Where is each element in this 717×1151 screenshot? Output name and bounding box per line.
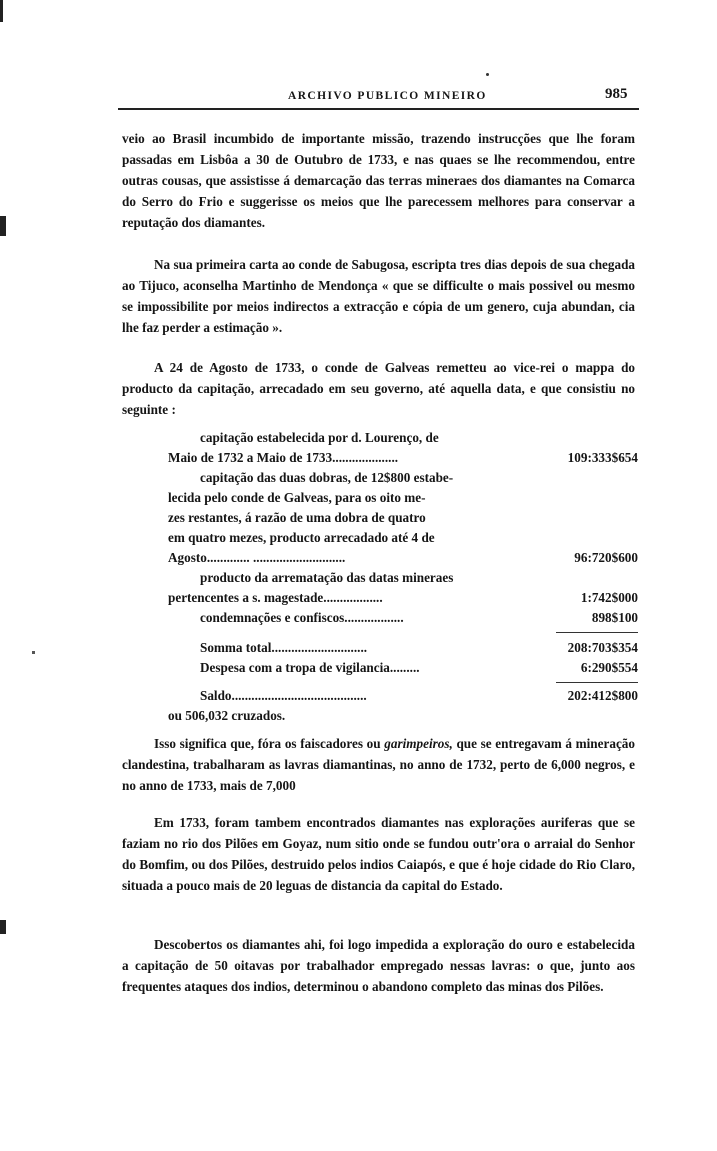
header-rule	[118, 108, 639, 110]
italic-term: garimpeiros,	[384, 736, 453, 751]
scan-speck	[486, 73, 489, 76]
row-text: capitação estabelecida por d. Lourenço, de	[200, 430, 439, 445]
page-number: 985	[605, 86, 628, 102]
row-value: 1:742$000	[580, 590, 638, 605]
sum-rule	[556, 682, 638, 683]
table-row	[168, 468, 638, 488]
scan-speck	[32, 651, 35, 654]
sum-rule	[556, 632, 638, 633]
row-text: producto da arrematação das datas mineraes	[200, 570, 454, 585]
row-text: capitação das duas dobras, de 12$800 estabe-	[200, 470, 454, 485]
scan-edge-mark	[0, 216, 6, 236]
paragraph: Em 1733, foram tambem encontrados diamantes nas explorações auriferas que se faziam no rio dos Pilões em Goyaz, num sitio onde se fundou outr'ora o arraial do Senhor do Bomfim, ou dos Pilões, destruido pelos indios Caiapós, e que é hoje cidade do Rio Claro, situada a pouco mais de 20 leguas de distancia da capital do Estado.	[122, 815, 635, 893]
cruzados-text: ou 506,032 cruzados.	[168, 708, 286, 723]
balance-value: 202:412$800	[567, 688, 638, 703]
row-value: 109:333$654	[567, 450, 638, 465]
scan-edge-mark	[0, 0, 3, 22]
row-text: em quatro mezes, producto arrecadado até 4 de	[168, 530, 435, 545]
paragraph: A 24 de Agosto de 1733, o conde de Galveas remetteu ao vice-rei o mappa do producto da capitação, arrecadado em seu governo, até aquella data, e que consistiu no seguinte :	[122, 360, 635, 417]
row-value: 96:720$600	[574, 550, 638, 565]
total-label: Somma total.............................	[200, 640, 368, 655]
total-value: 208:703$354	[567, 640, 638, 655]
total-row	[168, 638, 638, 658]
table-row	[168, 428, 638, 448]
balance-row	[168, 686, 638, 706]
table-row	[168, 608, 638, 628]
table-row	[168, 588, 638, 608]
running-header: ARCHIVO PUBLICO MINEIRO	[288, 90, 487, 102]
table-row	[168, 548, 638, 568]
table-row	[168, 448, 638, 468]
paragraph-text: Isso significa que, fóra os faiscadores ou	[154, 736, 385, 751]
paragraph: Na sua primeira carta ao conde de Sabugosa, escripta tres dias depois de sua chegada ao Tijuco, aconselha Martinho de Mendonça « que se difficulte o mais possivel ou mesmo se impossibilite por meios indirectos a extracção e cópia de um genero, cuja abundan, cia lhe faz perder a estimação ».	[122, 257, 635, 335]
cruzados-row	[168, 706, 638, 726]
row-text: condemnações e confiscos..................	[200, 610, 404, 625]
balance-label: Saldo.........................................	[200, 688, 367, 703]
row-text: Agosto............. ............................	[168, 550, 346, 565]
row-text: zes restantes, á razão de uma dobra de quatro	[168, 510, 426, 525]
paragraph-text: que se entregavam á mineração clandestina, trabalharam as lavras diamantinas, no anno de 1732, perto de 6,000 negros, e no anno de 1733, mais de 7,000	[122, 736, 635, 793]
paragraph: veio ao Brasil incumbido de importante missão, trazendo instrucções que lhe foram passadas em Lisbôa a 30 de Outubro de 1733, e nas quaes se lhe recommendou, entre outras cousas, que assistisse á demarcação das terras mineraes dos diamantes na Comarca do Serro do Frio e suggerisse os meios que lhe parecessem melhores para conservar a reputação dos diamantes.	[122, 131, 635, 230]
row-text: lecida pelo conde de Galveas, para os oito me-	[168, 490, 426, 505]
expense-label: Despesa com a tropa de vigilancia.........	[200, 660, 420, 675]
paragraph	[122, 733, 635, 796]
table-row	[168, 508, 638, 528]
scan-edge-mark	[0, 920, 6, 934]
table-row	[168, 528, 638, 548]
expense-row	[168, 658, 638, 678]
expense-value: 6:290$554	[580, 660, 638, 675]
paragraph: Descobertos os diamantes ahi, foi logo impedida a exploração do ouro e estabelecida a capitação de 50 oitavas por trabalhador empregado nessas lavras: o que, junto aos frequentes ataques dos indios, determinou o abandono completo das minas dos Pilões.	[122, 937, 635, 994]
row-value: 898$100	[591, 610, 638, 625]
row-text: pertencentes a s. magestade..................	[168, 590, 383, 605]
row-text: Maio de 1732 a Maio de 1733....................	[168, 450, 399, 465]
table-row	[168, 488, 638, 508]
table-row	[168, 568, 638, 588]
